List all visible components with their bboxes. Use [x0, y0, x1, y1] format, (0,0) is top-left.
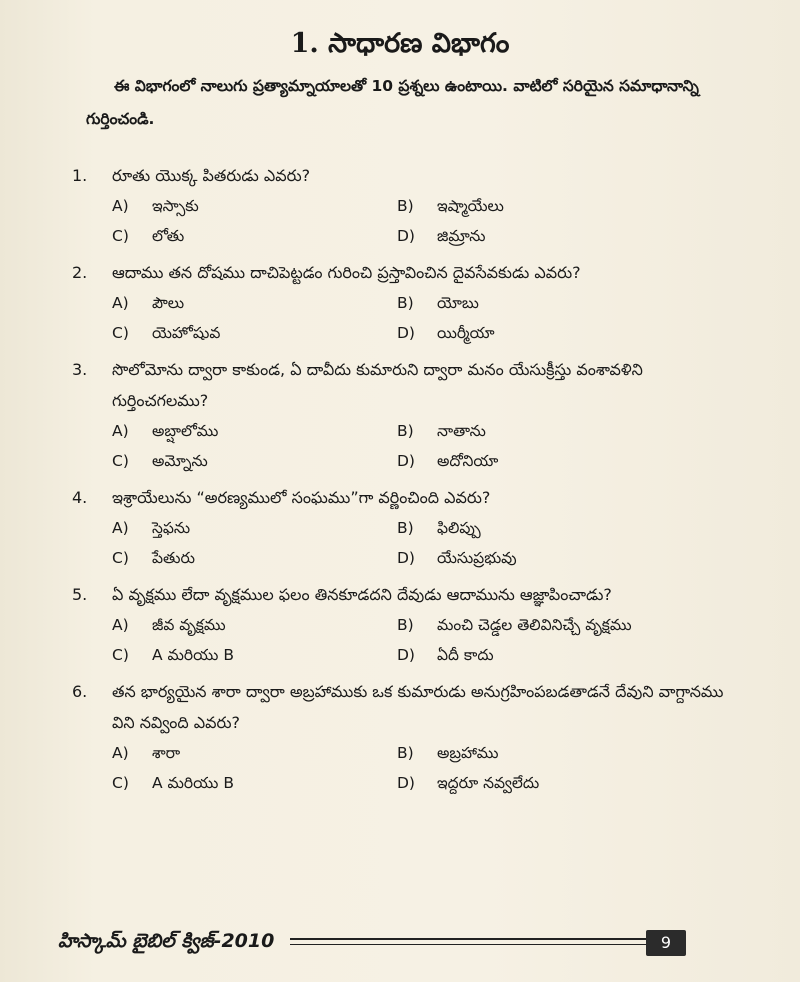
question-6: [72, 676, 732, 798]
option-label: D): [397, 324, 415, 342]
option-label: D): [397, 774, 415, 792]
answer-option: [397, 221, 732, 251]
answer-option: [112, 738, 397, 768]
option-text: శారా: [152, 744, 181, 762]
question-line: [72, 579, 732, 610]
answer-options: [112, 513, 732, 573]
answer-option: [112, 318, 397, 348]
page-number: 9: [646, 930, 686, 956]
page-footer: [58, 928, 698, 964]
answer-options: [112, 191, 732, 251]
option-label: C): [112, 646, 129, 664]
question-line: [72, 354, 732, 416]
option-label: C): [112, 324, 129, 342]
answer-option: [397, 288, 732, 318]
option-text: నాతాను: [437, 422, 486, 440]
option-text: యిర్మీయా: [437, 324, 495, 342]
option-label: D): [397, 227, 415, 245]
answer-option: [112, 191, 397, 221]
question-text: సొలోమోను ద్వారా కాకుండ, ఏ దావీదు కుమారుని ద్వారా మనం యేసుక్రీస్తు వంశావళిని గుర్తించగలము?: [112, 360, 643, 410]
option-text: యేసుప్రభువు: [437, 549, 517, 567]
option-label: B): [397, 616, 414, 634]
option-label: C): [112, 774, 129, 792]
option-label: B): [397, 422, 414, 440]
answer-options: [112, 738, 732, 798]
answer-option: [397, 513, 732, 543]
question-1: [72, 160, 732, 251]
answer-option: [112, 513, 397, 543]
question-number: 5.: [72, 585, 88, 604]
option-label: A): [112, 197, 129, 215]
footer-rule: [290, 938, 686, 940]
question-text: ఆదాము తన దోషము దాచిపెట్టడం గురించి ప్రస్తావించిన దైవసేవకుడు ఎవరు?: [112, 263, 581, 282]
option-text: లోతు: [152, 227, 185, 245]
option-label: B): [397, 294, 414, 312]
option-text: ఇష్మాయేలు: [437, 197, 504, 215]
option-text: మంచి చెడ్డల తెలివినిచ్చే వృక్షము: [437, 616, 632, 634]
option-text: A మరియు B: [152, 646, 234, 664]
option-label: B): [397, 197, 414, 215]
answer-options: [112, 416, 732, 476]
option-text: స్తెఫను: [152, 519, 191, 537]
question-line: [72, 160, 732, 191]
answer-option: [397, 446, 732, 476]
question-text: రూతు యొక్క పితరుడు ఎవరు?: [112, 166, 311, 185]
answer-option: [397, 640, 732, 670]
question-number: 3.: [72, 360, 88, 379]
answer-option: [112, 543, 397, 573]
question-line: [72, 257, 732, 288]
answer-options: [112, 610, 732, 670]
option-text: అబ్రహాము: [437, 744, 499, 762]
option-label: A): [112, 519, 129, 537]
option-text: పేతురు: [152, 549, 195, 567]
footer-rule: [290, 944, 686, 945]
question-line: [72, 482, 732, 513]
question-line: [72, 676, 732, 738]
answer-option: [112, 446, 397, 476]
answer-option: [397, 768, 732, 798]
question-list: [72, 160, 732, 804]
option-label: C): [112, 549, 129, 567]
option-label: A): [112, 744, 129, 762]
question-text: ఇశ్రాయేలును “అరణ్యములో సంఘము”గా వర్ణించింది ఎవరు?: [112, 488, 491, 507]
answer-option: [397, 191, 732, 221]
option-label: C): [112, 227, 129, 245]
answer-option: [112, 768, 397, 798]
option-text: జీవ వృక్షము: [152, 616, 226, 634]
option-text: యోబు: [437, 294, 479, 312]
answer-option: [112, 288, 397, 318]
option-label: B): [397, 744, 414, 762]
question-text: ఏ వృక్షము లేదా వృక్షముల ఫలం తినకూడదని దేవుడు ఆదామును ఆజ్ఞాపించాడు?: [112, 585, 612, 604]
option-text: యెహోషువ: [152, 324, 221, 342]
question-text: తన భార్యయైన శారా ద్వారా అబ్రహాముకు ఒక కుమారుడు అనుగ్రహింపబడతాడనే దేవుని వాగ్దానము విని నవ్వింది ఎవరు?: [112, 682, 724, 732]
question-3: [72, 354, 732, 476]
option-label: B): [397, 519, 414, 537]
answer-options: [112, 288, 732, 348]
option-label: A): [112, 616, 129, 634]
option-label: A): [112, 294, 129, 312]
answer-option: [397, 318, 732, 348]
option-label: D): [397, 646, 415, 664]
option-text: ఇస్సాకు: [152, 197, 199, 215]
question-2: [72, 257, 732, 348]
option-text: ఇద్దరూ నవ్వలేదు: [437, 774, 540, 792]
question-number: 6.: [72, 682, 88, 701]
answer-option: [112, 416, 397, 446]
option-label: C): [112, 452, 129, 470]
option-label: A): [112, 422, 129, 440]
option-text: A మరియు B: [152, 774, 234, 792]
option-text: ఫిలిప్పు: [437, 519, 481, 537]
section-title: 1. సాధారణ విభాగం: [290, 28, 510, 59]
section-instructions: ఈ విభాగంలో నాలుగు ప్రత్యామ్నాయాలతో 10 ప్రశ్నలు ఉంటాయి. వాటిలో సరియైన సమాధానాన్ని గుర్తించండి.: [86, 77, 699, 128]
option-text: పౌలు: [152, 294, 185, 312]
option-label: D): [397, 452, 415, 470]
option-text: ఏదీ కాదు: [437, 646, 494, 664]
answer-option: [397, 610, 732, 640]
question-number: 4.: [72, 488, 88, 507]
option-label: D): [397, 549, 415, 567]
answer-option: [112, 610, 397, 640]
option-text: అదోనియా: [437, 452, 499, 470]
answer-option: [397, 543, 732, 573]
option-text: జిమ్రాను: [437, 227, 486, 245]
question-4: [72, 482, 732, 573]
answer-option: [397, 416, 732, 446]
option-text: అబ్షాలోము: [152, 422, 219, 440]
question-number: 2.: [72, 263, 88, 282]
answer-option: [112, 640, 397, 670]
footer-title: హిస్కామ్ బైబిల్ క్విజ్-2010: [58, 930, 275, 952]
question-5: [72, 579, 732, 670]
question-number: 1.: [72, 166, 88, 185]
option-text: అమ్నోను: [152, 452, 208, 470]
answer-option: [397, 738, 732, 768]
answer-option: [112, 221, 397, 251]
